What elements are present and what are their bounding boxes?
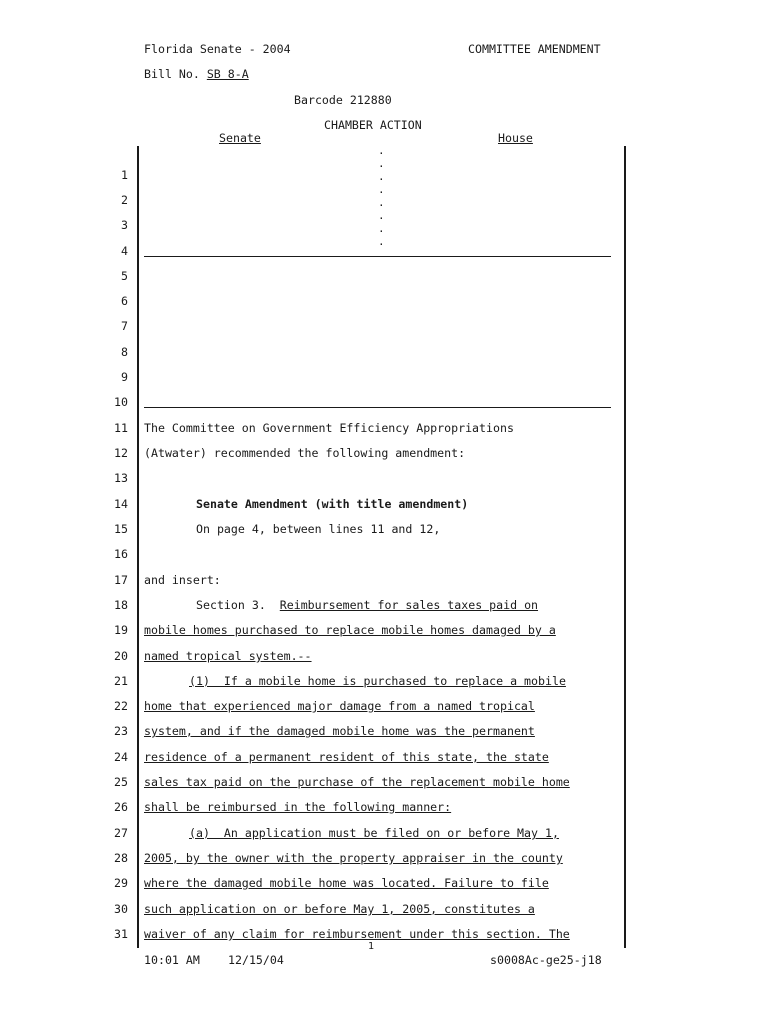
inserted-line: waiver of any claim for reimbursement under this section. The [144,927,570,941]
inserted-line: 2005, by the owner with the property appraiser in the county [144,851,563,865]
line-number: 12 [114,446,128,460]
amendment-heading: Senate Amendment (with title amendment) [196,497,469,511]
divider-rule [144,256,611,257]
inserted-line: where the damaged mobile home was located. Failure to file [144,876,549,890]
line-number: 5 [121,269,128,283]
line-number: 21 [114,674,128,688]
line-number: 3 [121,218,128,232]
line-number: 26 [114,800,128,814]
line-number: 9 [121,370,128,384]
line-number: 25 [114,775,128,789]
footer-date: 12/15/04 [228,953,284,967]
footer-time: 10:01 AM [144,953,200,967]
section-line [196,598,538,612]
inserted-line: residence of a permanent resident of this state, the state [144,750,549,764]
line-number: 28 [114,851,128,865]
inserted-line: mobile homes purchased to replace mobile homes damaged by a [144,623,556,637]
line-number: 24 [114,750,128,764]
inserted-line: shall be reimbursed in the following manner: [144,800,452,814]
inserted-line: (1) If a mobile home is purchased to replace a mobile [189,674,566,688]
line-number: 20 [114,649,128,663]
line-number: 10 [114,395,128,409]
body-line: The Committee on Government Efficiency Appropriations [144,421,514,435]
line-number: 23 [114,724,128,738]
line-number: 13 [114,471,128,485]
separator-dot: . [378,209,385,222]
header-right: COMMITTEE AMENDMENT [468,42,601,56]
line-number: 6 [121,294,128,308]
line-number: 18 [114,598,128,612]
line-number: 16 [114,547,128,561]
body-line: On page 4, between lines 11 and 12, [196,522,441,536]
line-number: 4 [121,244,128,258]
bill-number: SB 8-A [206,67,249,81]
line-number: 17 [114,573,128,587]
page-number: 1 [368,941,375,952]
header-left: Florida Senate - 2004 [144,42,291,56]
inserted-line: named tropical system.-- [144,649,312,663]
separator-dot: . [378,196,385,209]
line-number: 22 [114,699,128,713]
inserted-line: home that experienced major damage from a named tropical [144,699,535,713]
bill-prefix: Bill No. [144,67,207,81]
chamber-action: CHAMBER ACTION [324,118,422,132]
line-number: 8 [121,345,128,359]
barcode: Barcode 212880 [294,93,392,107]
separator-dot: . [378,157,385,170]
section-number: Section 3. [196,598,280,612]
right-margin-rule [624,146,626,948]
separator-dot: . [378,170,385,183]
inserted-line: sales tax paid on the purchase of the replacement mobile home [144,775,570,789]
inserted-line: such application on or before May 1, 2005, constitutes a [144,902,535,916]
line-number: 30 [114,902,128,916]
line-number: 14 [114,497,128,511]
line-number: 27 [114,826,128,840]
inserted-line: (a) An application must be filed on or before May 1, [189,826,559,840]
separator-dot: . [378,183,385,196]
body-line: (Atwater) recommended the following amendment: [144,446,466,460]
separator-dot: . [378,222,385,235]
bill-line [144,67,249,81]
senate-label: Senate [219,131,261,145]
footer-code: s0008Ac-ge25-j18 [490,953,602,967]
left-margin-rule [137,146,139,948]
line-number: 19 [114,623,128,637]
line-number: 31 [114,927,128,941]
line-number: 15 [114,522,128,536]
body-line: and insert: [144,573,221,587]
line-number: 2 [121,193,128,207]
line-number: 11 [114,421,128,435]
divider-rule [144,407,611,408]
line-number: 1 [121,168,128,182]
house-label: House [498,131,533,145]
inserted-line: system, and if the damaged mobile home was the permanent [144,724,535,738]
separator-dot: . [378,235,385,248]
section-title: Reimbursement for sales taxes paid on [279,598,539,612]
separator-dot: . [378,144,385,157]
line-number: 29 [114,876,128,890]
line-number: 7 [121,319,128,333]
